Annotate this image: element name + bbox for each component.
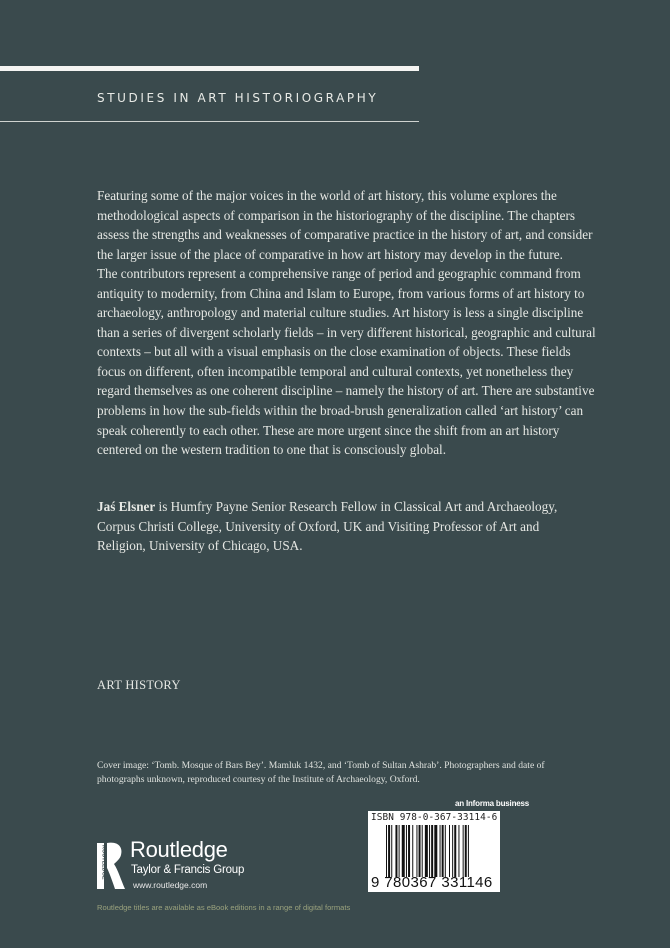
author-name: Jaś Elsner [97,499,156,514]
barcode-bar [442,825,444,877]
barcode-bar [449,825,450,877]
barcode-bar [440,825,441,877]
barcode-bar [468,825,469,877]
subject-category: ART HISTORY [97,678,181,692]
description-line: archaeology, anthropology and material culture studies. Art history is less a single discipline [97,305,584,321]
description-line: assess the strengths and weaknesses of comparative practice in the history of art, and consider [97,227,593,243]
barcode-bar [454,825,456,877]
cover-credit [97,759,545,787]
publisher-group: Taylor & Francis Group [131,864,245,876]
description-line: antiquity to modernity, from China and Islam to Europe, from various forms of art history to [97,285,585,301]
bio-line-3: Religion, University of Chicago, USA. [97,538,303,554]
description-line: methodological aspects of comparison in the historiography of the discipline. The chapters [97,207,576,223]
barcode-bar [419,825,421,877]
barcode-bar [399,825,400,877]
author-bio [97,497,557,556]
description-line: Featuring some of the major voices in the world of art history, this volume explores the [97,188,557,203]
barcode-bar [388,825,390,877]
isbn-digits: 9 780367 331146 [371,874,493,891]
description-line: focus on different, often incompatible temporal and cultural contexts, yet nonetheless they [97,363,574,379]
barcode-bar [408,825,410,877]
description-line: speak coherently to each other. These are more urgent since the shift from an art history [97,422,560,438]
informa-tagline: an Informa business [455,799,529,808]
barcode-bar [465,825,467,877]
ebook-note: Routledge titles are available as eBook editions in a range of digital formats [97,903,351,912]
routledge-head-icon [97,840,127,892]
description-line: centered on the western tradition to one that is consciously global. [97,442,447,458]
description-line: problems in how the sub-fields within the broad-brush generalization called ‘art history’ can [97,403,584,419]
description-line: The contributors represent a comprehensive range of period and geographic command from [97,266,581,282]
barcode-bar [395,825,397,877]
barcode-bar [422,825,423,877]
barcode-bar [386,825,387,877]
bio-line-2: Corpus Christi College, University of Oxford, UK and Visiting Professor of Art and [97,518,540,534]
barcode-bar [406,825,407,877]
svg-text:ROUTLEDGE: ROUTLEDGE [100,845,107,880]
isbn-barcode [368,811,500,892]
bio-line-1: is Humfry Payne Senior Research Fellow in Classical Art and Archaeology, [155,499,558,514]
description-line: the larger issue of the place of comparative in how art history may develop in the future. [97,246,563,262]
isbn-label: ISBN 978-0-367-33114-6 [371,812,498,823]
barcode-bar [445,825,446,877]
series-rule [0,121,419,122]
barcode-bar [429,825,430,877]
barcode-bar [425,825,428,877]
barcode-bar [416,825,417,877]
barcode-bar [412,825,413,877]
description-line: than a series of divergent scholarly fields – in very different historical, geographic and cultural [97,324,596,340]
barcode-bar [458,825,459,877]
top-rule [0,66,419,71]
description-line: contexts – but all with a visual emphasis on the close examination of objects. These fields [97,344,571,360]
barcode-bar [463,825,464,877]
barcode-bar [391,825,392,877]
routledge-logo [97,837,257,892]
barcode-bar [402,825,405,877]
description [97,186,596,460]
barcode-bar [434,825,437,877]
barcode-bar [452,825,453,877]
publisher-name: Routledge [130,837,228,862]
cover-credit-line: Cover image: ‘Tomb. Mosque of Bars Bey’. Mamluk 1432, and ‘Tomb of Sultan Ashrab’. Photographers and date of [97,760,545,771]
description-line: regard themselves as one coherent discipline – namely the history of art. There are substantive [97,383,595,399]
publisher-url[interactable]: www.routledge.com [133,880,208,890]
barcode-bars [386,825,496,877]
series-title: STUDIES IN ART HISTORIOGRAPHY [97,91,379,105]
cover-credit-line: photographs unknown, reproduced courtesy of the Institute of Archaeology, Oxford. [97,774,420,785]
barcode-bar [431,825,433,877]
